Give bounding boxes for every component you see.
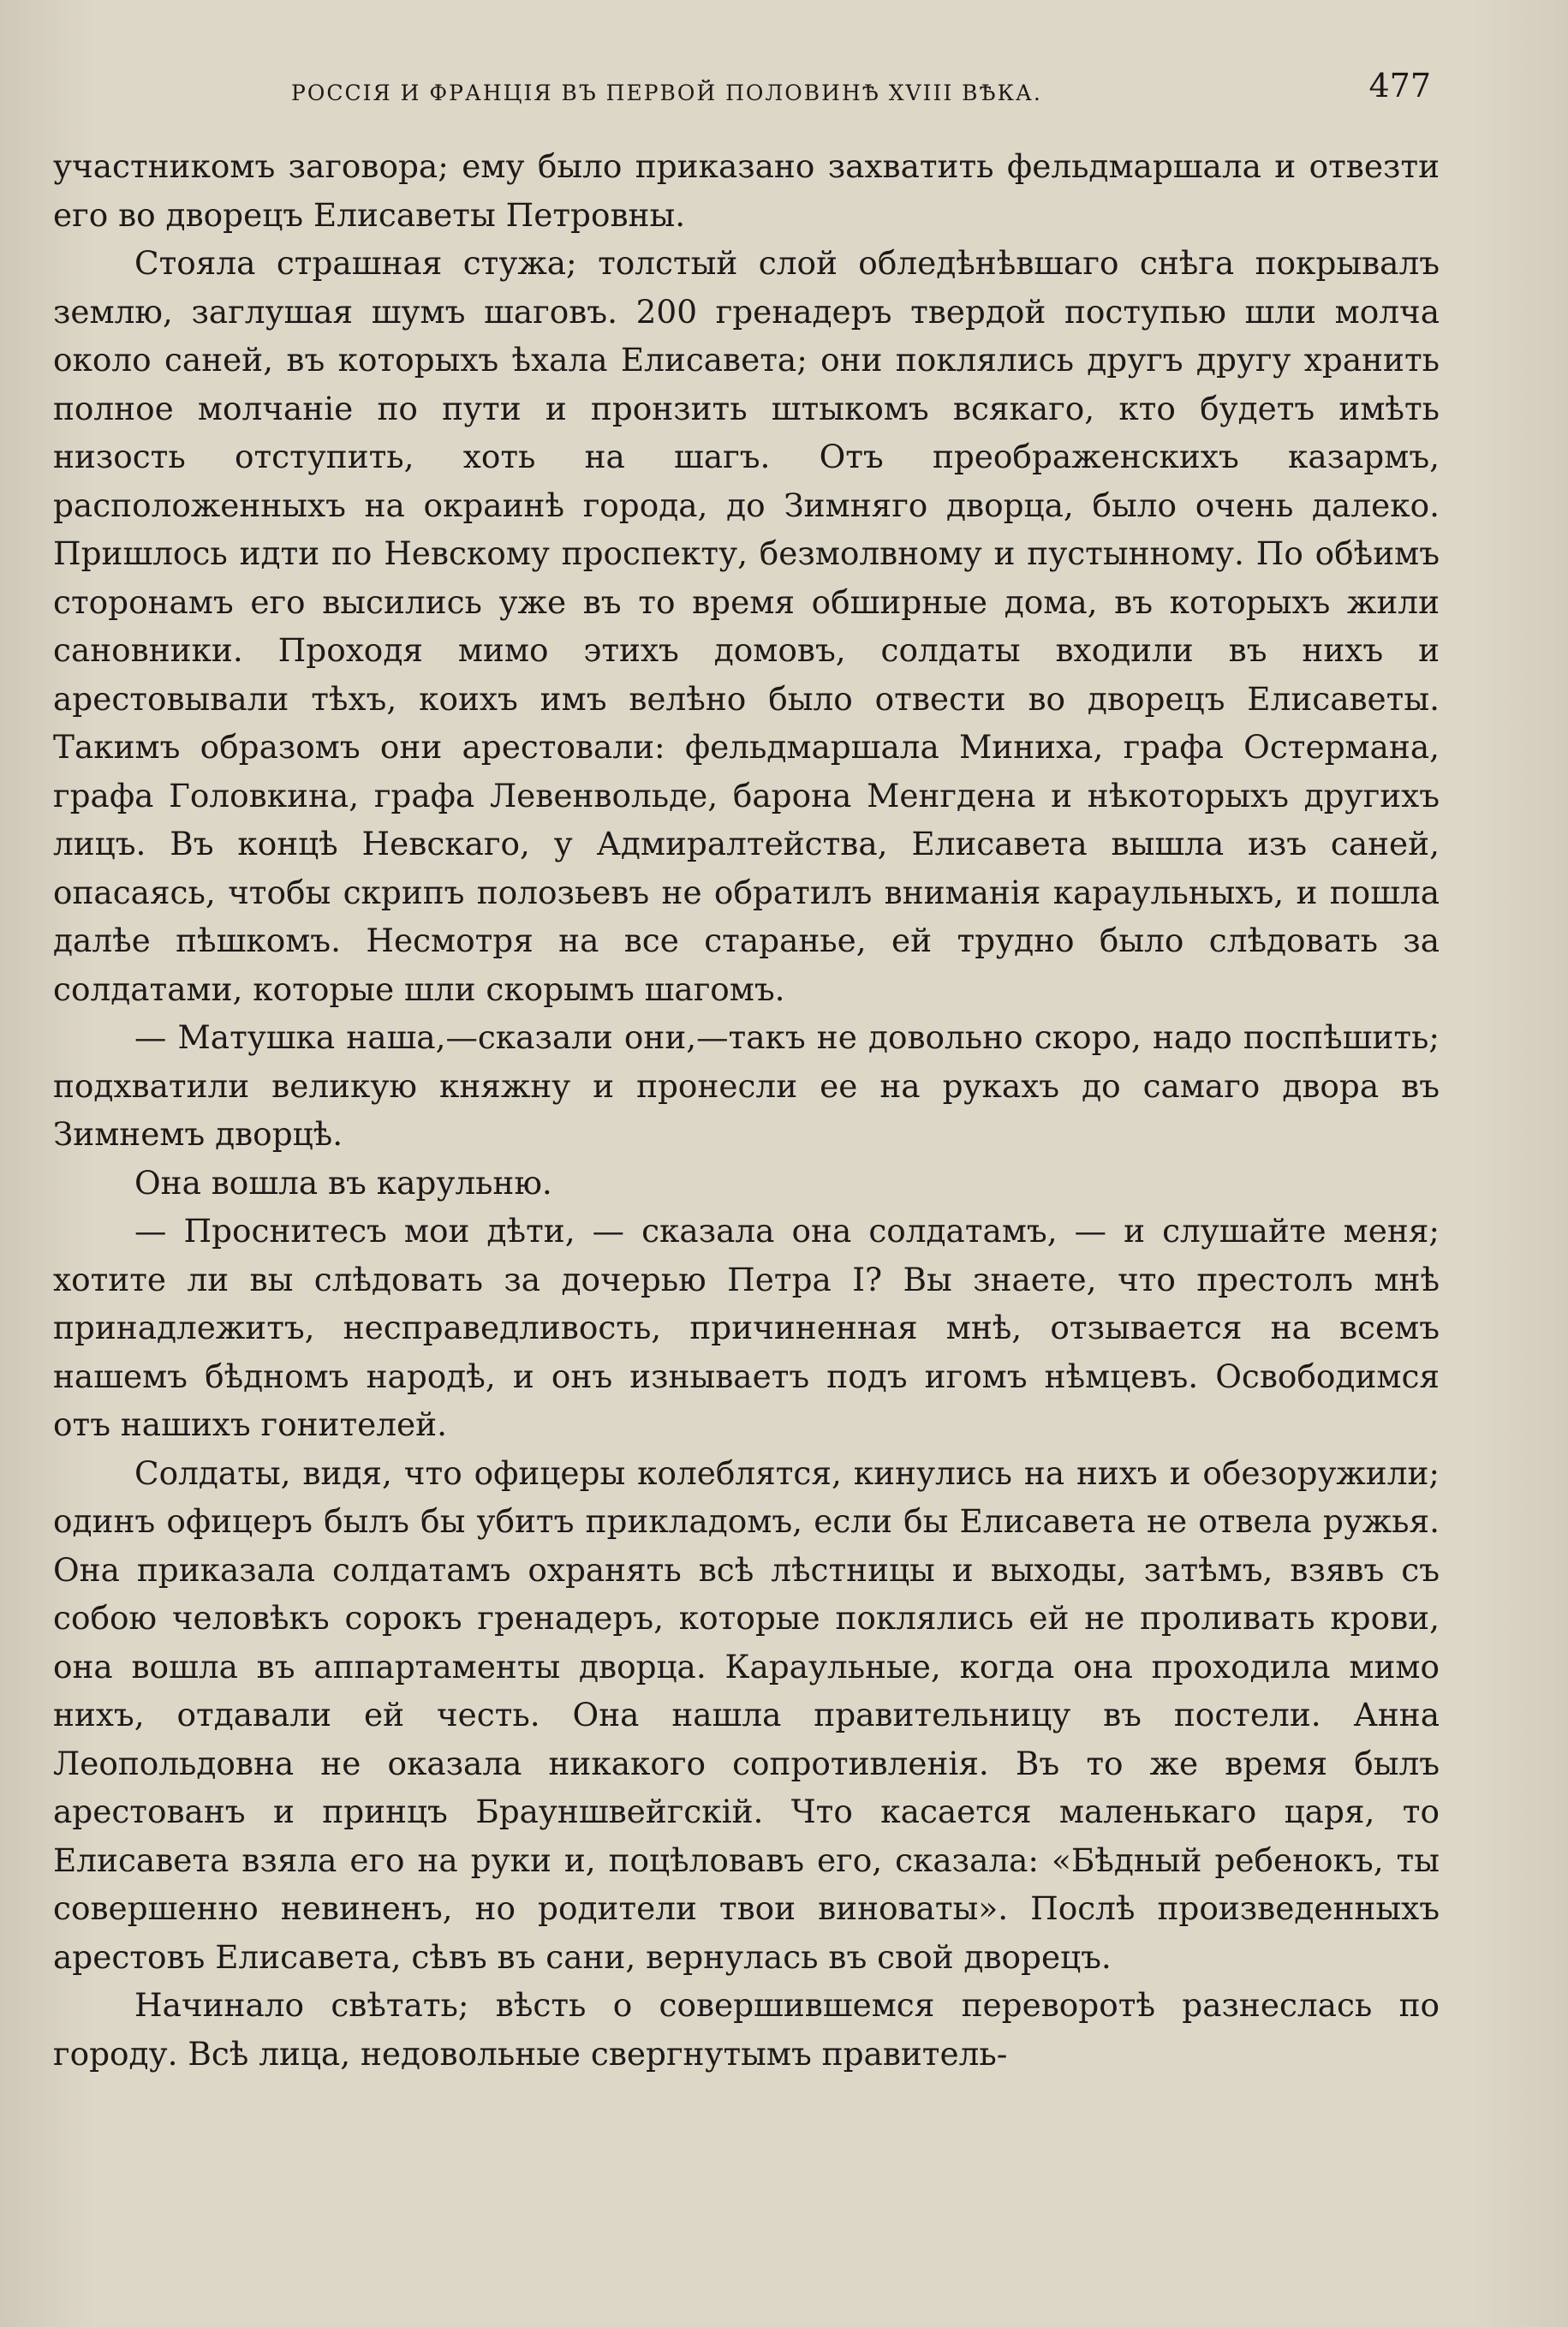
paragraph-7: Начинало свѣтать; вѣсть о совершившемся переворотѣ разнеслась по городу. Всѣ лица, недовольные свергнутымъ правитель-: [53, 1986, 1440, 2073]
running-head: [77, 67, 1465, 123]
running-title: РОССІЯ И ФРАНЦІЯ ВЪ ПЕРВОЙ ПОЛОВИНѢ XVIII ВѢКА.: [291, 81, 1042, 105]
paragraph-6: Солдаты, видя, что офицеры колеблятся, кинулись на нихъ и обезоружили; одинъ офицеръ былъ бы убитъ прикладомъ, если бы Елисавета не отвела ружья. Она приказала солдатамъ охранять всѣ лѣстницы и выходы, затѣмъ, взявъ съ собою человѣкъ сорокъ гренадеръ, которые поклялись ей не проливать крови, она вошла въ аппартаменты дворца. Караульные, когда она проходила мимо нихъ, отдавали ей честь. Она нашла правительницу въ постели. Анна Леопольдовна не оказала никакого сопротивленія. Въ то же время былъ арестованъ и принцъ Брауншвейгскій. Что касается маленькаго царя, то Елисавета взяла его на руки и, поцѣловавъ его, сказала: «Бѣдный ребенокъ, ты совершенно невиненъ, но родители твои виноваты». Послѣ произведенныхъ арестовъ Елисавета, сѣвъ въ сани, вернулась въ свой дворецъ.: [53, 1453, 1440, 1976]
paragraph-1: участникомъ заговора; ему было приказано захватить фельдмаршала и отвезти его во дворецъ Елисаветы Петровны.: [53, 147, 1440, 234]
paragraph-4: Она вошла въ карульню.: [134, 1163, 552, 1202]
paragraph-3: — Матушка наша,—сказали они,—такъ не довольно скоро, надо поспѣшить; подхватили великую княжну и пронесли ее на рукахъ до самаго двора въ Зимнемъ дворцѣ.: [53, 1018, 1440, 1153]
paragraph-2: Стояла страшная стужа; толстый слой обледѣнѣвшаго снѣга покрывалъ землю, заглушая шумъ шаговъ. 200 гренадеръ твердой поступью шли молча около саней, въ которыхъ ѣхала Елисавета; они поклялись другъ другу хранить полное молчаніе по пути и пронзить штыкомъ всякаго, кто будетъ имѣть низость отступить, хоть на шагъ. Отъ преображенскихъ казармъ, расположенныхъ на окраинѣ города, до Зимняго дворца, было очень далеко. Пришлось идти по Невскому проспекту, безмолвному и пустынному. По обѣимъ сторонамъ его высились уже въ то время обширные дома, въ которыхъ жили сановники. Проходя мимо этихъ домовъ, солдаты входили въ нихъ и арестовывали тѣхъ, коихъ имъ велѣно было отвести во дворецъ Елисаветы. Такимъ образомъ они арестовали: фельдмаршала Миниха, графа Остермана, графа Головкина, графа Левенвольде, барона Менгдена и нѣкоторыхъ другихъ лицъ. Въ концѣ Невскаго, у Адмиралтейства, Елисавета вышла изъ саней, опасаясь, чтобы скрипъ полозьевъ не обратилъ вниманія караульныхъ, и пошла далѣе пѣшкомъ. Несмотря на все старанье, ей трудно было слѣдовать за солдатами, которые шли скорымъ шагомъ.: [53, 244, 1440, 1008]
page-number: 477: [1368, 67, 1431, 104]
body-text: [53, 142, 1440, 2078]
paragraph-5: — Проснитесъ мои дѣти, — сказала она солдатамъ, — и слушайте меня; хотите ли вы слѣдовать за дочерью Петра I? Вы знаете, что престолъ мнѣ принадлежитъ, несправедливость, причиненная мнѣ, отзывается на всемъ нашемъ бѣдномъ народѣ, и онъ изнываетъ подъ игомъ нѣмцевъ. Освободимся отъ нашихъ гонителей.: [53, 1212, 1440, 1443]
